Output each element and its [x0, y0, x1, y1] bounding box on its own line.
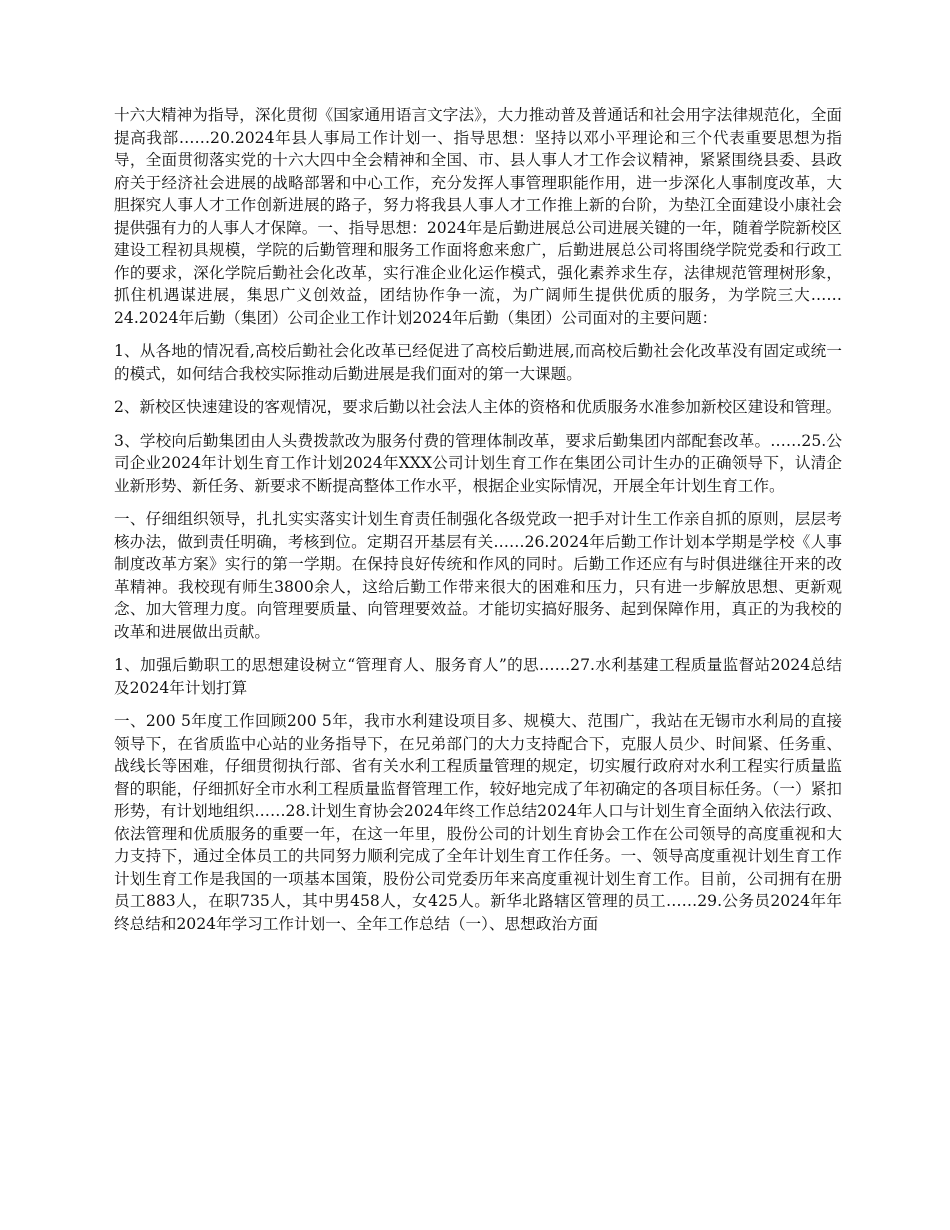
paragraph-7: 一、200 5年度工作回顾200 5年，我市水利建设项目多、规模大、范围广，我站在无锡市水利局的直接领导下，在省质监中心站的业务指导下，在兄弟部门的大力支持配合下，克服人员少、时间紧、任务重、战线长等困难，仔细贯彻执行部、省有关水利工程质量管理的规定，切实履行政府对水利工程实行质量监督的职能，仔细抓好全市水利工程质量监督管理工作，较好地完成了年初确定的各项目标任务。（一）紧扣形势，有计划地组织……28.计划生育协会2024年终工作总结2024年人口与计划生育全面纳入依法行政、依法管理和优质服务的重要一年，在这一年里，股份公司的计划生育协会工作在公司领导的高度重视和大力支持下，通过全体员工的共同努力顺利完成了全年计划生育工作任务。一、领导高度重视计划生育工作计划生育工作是我国的一项基本国策，股份公司党委历年来高度重视计划生育工作。目前，公司拥有在册员工883人，在职735人，其中男458人，女425人。新华北路辖区管理的员工……29.公务员2024年年终总结和2024年学习工作计划一、全年工作总结（一）、思想政治方面: [114, 712, 842, 933]
paragraph-2: 1、从各地的情况看,高校后勤社会化改革已经促进了高校后勤进展,而高校后勤社会化改革没有固定或统一的模式，如何结合我校实际推动后勤进展是我们面对的第一大课题。: [114, 342, 842, 383]
paragraph-3: 2、新校区快速建设的客观情况，要求后勤以社会法人主体的资格和优质服务水准参加新校区建设和管理。: [114, 398, 842, 416]
paragraph-4: 3、学校向后勤集团由人头费拨款改为服务付费的管理体制改革，要求后勤集团内部配套改革。……25.公司企业2024年计划生育工作计划2024年XXX公司计划生育工作在集团公司计生办的正确领导下，认清企业新形势、新任务、新要求不断提高整体工作水平，根据企业实际情况，开展全年计划生育工作。: [114, 431, 842, 495]
paragraph-1: 十六大精神为指导，深化贯彻《国家通用语言文字法》，大力推动普及普通话和社会用字法律规范化，全面提高我部……20.2024年县人事局工作计划一、指导思想：坚持以邓小平理论和三个代表重要思想为指导，全面贯彻落实党的十六大四中全会精神和全国、市、县人事人才工作会议精神，紧紧围绕县委、县政府关于经济社会进展的战略部署和中心工作，充分发挥人事管理职能作用，进一步深化人事制度改革，大胆探究人事人才工作创新进展的路子，努力将我县人事人才工作推上新的台阶，为垫江全面建设小康社会提供强有力的人事人才保障。一、指导思想：2024年是后勤进展总公司进展关键的一年，随着学院新校区建设工程初具规模，学院的后勤管理和服务工作面将愈来愈广，后勤进展总公司将围绕学院党委和行政工作的要求，深化学院后勤社会化改革，实行准企业化运作模式，强化素养求生存，法律规范管理树形象，抓住机遇谋进展，集思广义创效益，团结协作争一流，为广阔师生提供优质的服务，为学院三大……24.2024年后勤（集团）公司企业工作计划2024年后勤（集团）公司面对的主要问题：: [114, 106, 842, 327]
paragraph-5: 一、仔细组织领导，扎扎实实落实计划生育责任制强化各级党政一把手对计生工作亲自抓的原则，层层考核办法，做到责任明确，考核到位。定期召开基层有关……26.2024年后勤工作计划本学期是学校《人事制度改革方案》实行的第一学期。在保持良好传统和作风的同时。后勤工作还应有与时俱进继往开来的改革精神。我校现有师生3800余人，这给后勤工作带来很大的困难和压力，只有进一步解放思想、更新观念、加大管理力度。向管理要质量、向管理要效益。才能切实搞好服务、起到保障作用，真正的为我校的改革和进展做出贡献。: [114, 510, 842, 641]
paragraph-6: 1、加强后勤职工的思想建设树立“管理育人、服务育人”的思……27.水利基建工程质量监督站2024总结及2024年计划打算: [114, 656, 842, 697]
document-body: [114, 104, 842, 946]
